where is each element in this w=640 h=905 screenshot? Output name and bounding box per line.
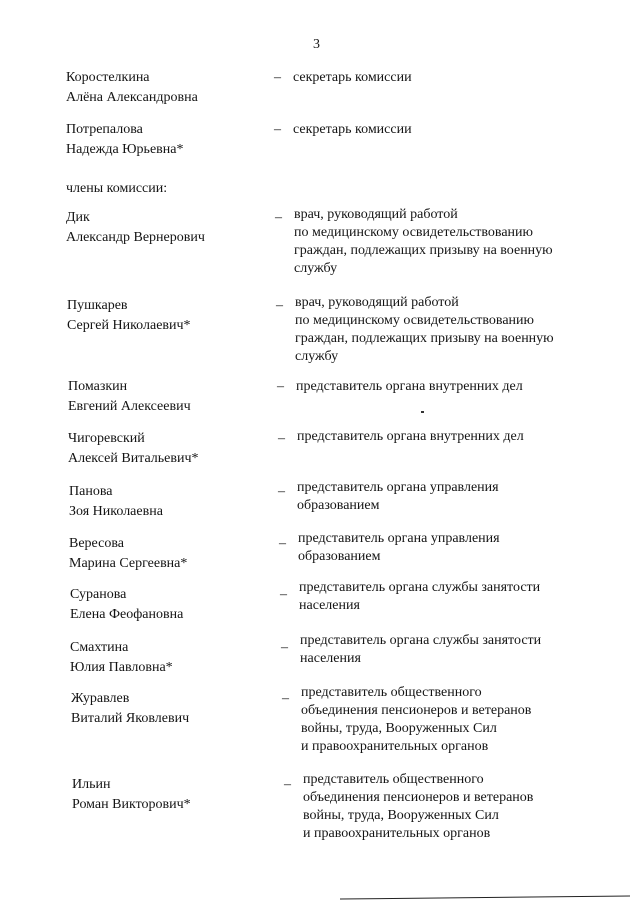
dash: – bbox=[278, 431, 285, 446]
member-last-name: Помазкин bbox=[68, 379, 128, 394]
role-line: по медицинскому освидетельствованию bbox=[294, 225, 534, 240]
dash: – bbox=[274, 70, 281, 85]
member-name bbox=[66, 208, 276, 248]
role-line: представитель органа внутренних дел bbox=[297, 429, 524, 444]
role-line: граждан, подлежащих призыву на военную bbox=[294, 243, 553, 258]
role-line: представитель общественного bbox=[301, 685, 482, 700]
role-line: службу bbox=[295, 349, 339, 364]
role-line: и правоохранительных органов bbox=[303, 826, 491, 841]
member-role bbox=[296, 378, 523, 396]
dash: – bbox=[275, 210, 282, 225]
role-line: войны, труда, Вооруженных Сил bbox=[303, 808, 499, 823]
member-last-name: Журавлев bbox=[71, 691, 130, 706]
member-last-name: Чигоревский bbox=[68, 431, 145, 446]
role-line: образованием bbox=[298, 549, 381, 564]
role-line: врач, руководящий работой bbox=[294, 207, 458, 222]
role-line: службу bbox=[294, 261, 338, 276]
role-line: объединения пенсионеров и ветеранов bbox=[301, 703, 532, 718]
member-first-names: Сергей Николаевич* bbox=[67, 318, 191, 333]
member-first-names: Алёна Александровна bbox=[66, 90, 198, 105]
member-first-names: Алексей Витальевич* bbox=[68, 451, 199, 466]
member-name bbox=[70, 638, 280, 678]
member-first-names: Виталий Яковлевич bbox=[71, 711, 190, 726]
member-last-name: Дик bbox=[66, 210, 90, 225]
member-name bbox=[69, 482, 279, 522]
dash: – bbox=[280, 587, 287, 602]
member-role bbox=[294, 206, 553, 278]
member-name bbox=[67, 296, 277, 336]
role-line: населения bbox=[299, 598, 360, 613]
bottom-rule bbox=[340, 895, 630, 899]
page-number: 3 bbox=[313, 37, 320, 52]
member-first-names: Елена Феофановна bbox=[70, 607, 184, 622]
role-line: населения bbox=[300, 651, 361, 666]
dash: – bbox=[282, 691, 289, 706]
dash: – bbox=[279, 536, 286, 551]
member-name bbox=[66, 120, 276, 160]
member-role bbox=[298, 530, 500, 566]
role-line: образованием bbox=[297, 498, 380, 513]
member-role bbox=[300, 632, 541, 668]
role-line: врач, руководящий работой bbox=[295, 295, 459, 310]
dash: – bbox=[281, 640, 288, 655]
member-first-names: Марина Сергеевна* bbox=[69, 556, 188, 571]
role-line: объединения пенсионеров и ветеранов bbox=[303, 790, 534, 805]
member-last-name: Коростелкина bbox=[66, 70, 150, 85]
member-last-name: Панова bbox=[69, 484, 113, 499]
member-first-names: Зоя Николаевна bbox=[69, 504, 163, 519]
member-name bbox=[72, 775, 282, 815]
dash: – bbox=[284, 777, 291, 792]
member-last-name: Суранова bbox=[70, 587, 127, 602]
member-name bbox=[68, 429, 278, 469]
member-role bbox=[293, 121, 412, 139]
member-role bbox=[299, 579, 540, 615]
member-last-name: Смахтина bbox=[70, 640, 129, 655]
member-name bbox=[68, 377, 278, 417]
member-role bbox=[303, 771, 533, 843]
member-name bbox=[66, 68, 276, 108]
role-line: представитель общественного bbox=[303, 772, 484, 787]
role-line: представитель органа управления bbox=[297, 480, 499, 495]
role-line: секретарь комиссии bbox=[293, 122, 412, 137]
dash: – bbox=[278, 484, 285, 499]
dash: – bbox=[274, 122, 281, 137]
member-first-names: Роман Викторович* bbox=[72, 797, 191, 812]
members-label: члены комиссии: bbox=[66, 181, 168, 196]
role-line: войны, труда, Вооруженных Сил bbox=[301, 721, 497, 736]
member-name bbox=[70, 585, 280, 625]
member-role bbox=[297, 428, 524, 446]
dash: – bbox=[277, 379, 284, 394]
dash: – bbox=[276, 298, 283, 313]
scan-speck bbox=[421, 411, 424, 413]
member-role bbox=[295, 294, 554, 366]
member-first-names: Надежда Юрьевна* bbox=[66, 142, 184, 157]
member-first-names: Александр Вернерович bbox=[66, 230, 205, 245]
member-role bbox=[293, 69, 412, 87]
member-role bbox=[301, 684, 531, 756]
role-line: и правоохранительных органов bbox=[301, 739, 489, 754]
member-name bbox=[69, 534, 279, 574]
member-role bbox=[297, 479, 499, 515]
role-line: представитель органа службы занятости bbox=[300, 633, 542, 648]
member-first-names: Юлия Павловна* bbox=[70, 660, 173, 675]
role-line: секретарь комиссии bbox=[293, 70, 412, 85]
member-name bbox=[71, 689, 281, 729]
role-line: представитель органа управления bbox=[298, 531, 500, 546]
role-line: представитель органа службы занятости bbox=[299, 580, 541, 595]
member-first-names: Евгений Алексеевич bbox=[68, 399, 191, 414]
member-last-name: Пушкарев bbox=[67, 298, 128, 313]
role-line: граждан, подлежащих призыву на военную bbox=[295, 331, 554, 346]
role-line: по медицинскому освидетельствованию bbox=[295, 313, 535, 328]
member-last-name: Потрепалова bbox=[66, 122, 143, 137]
member-last-name: Ильин bbox=[72, 777, 111, 792]
role-line: представитель органа внутренних дел bbox=[296, 379, 523, 394]
member-last-name: Вересова bbox=[69, 536, 124, 551]
